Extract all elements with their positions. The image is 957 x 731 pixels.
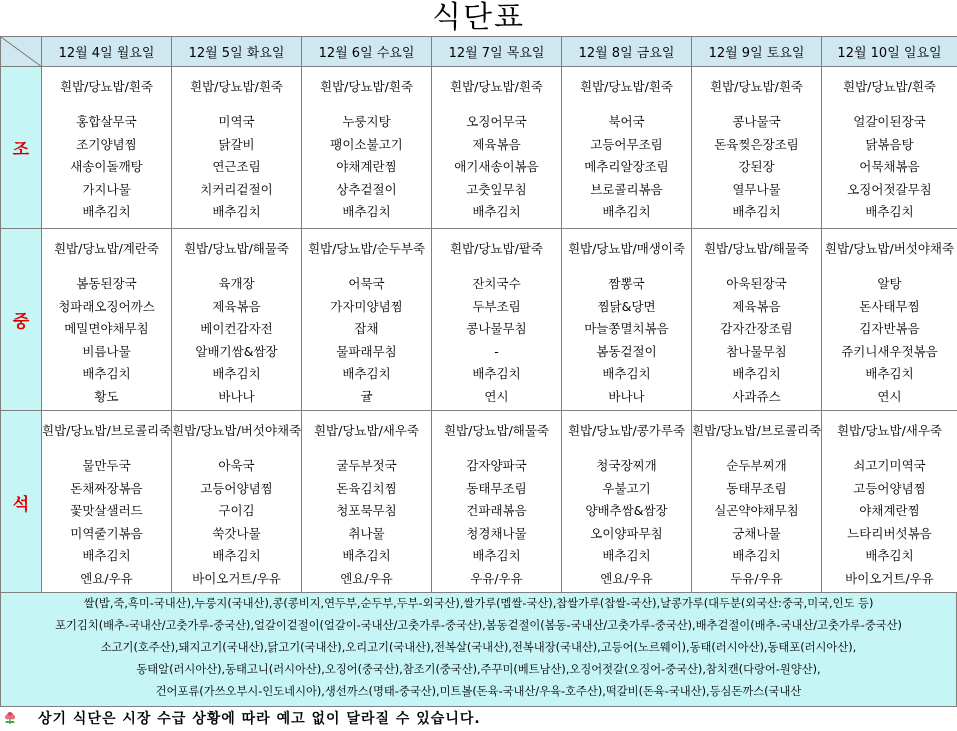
- menu-cell: [562, 229, 692, 411]
- dish-item: 우유/우유: [470, 570, 523, 586]
- dish-item: 돈육찢은장조림: [714, 136, 799, 152]
- menu-cell: [432, 229, 562, 411]
- dish-item: 닭갈비: [218, 136, 255, 152]
- dish-item: 돈사태무찜: [859, 298, 920, 314]
- staple-item: 흰밥/당뇨밥/흰죽: [580, 79, 673, 94]
- dish-item: 오징어젓갈무침: [847, 181, 932, 197]
- dish-item: 제육볶음: [212, 298, 261, 314]
- dish-item: 상추겉절이: [336, 181, 397, 197]
- origin-line: 건어포류(가쓰오부시-인도네시아),생선까스(명태-중국산),미트볼(돈육-국내산/우육-호주산),떡갈비(돈육-국내산),등심돈까스(국내산: [155, 685, 802, 698]
- meal-label: 석: [1, 411, 42, 594]
- origin-info: [0, 592, 957, 707]
- menu-cell: [42, 67, 172, 229]
- dish-item: 배추김치: [82, 366, 131, 381]
- dish-item: 고등어양념찜: [200, 480, 273, 496]
- spacer: [432, 99, 561, 111]
- dish-item: 메밀면야채무침: [64, 321, 149, 336]
- dish-item: 야채계란찜: [859, 503, 920, 518]
- dish-item: 엔요/우유: [340, 570, 393, 586]
- staple-item: 흰밥/당뇨밥/브로콜리죽: [42, 423, 171, 438]
- dish-item: 황도: [94, 388, 119, 404]
- dish-item: 연시: [877, 388, 902, 404]
- spacer: [562, 443, 691, 455]
- dish-item: 엔요/우유: [80, 570, 133, 586]
- day-header: 12월 9일 토요일: [692, 37, 822, 67]
- dish-item: 알배기쌈&쌈장: [195, 343, 278, 359]
- notice-bar: [0, 708, 957, 731]
- dish-item: 치커리겉절이: [200, 181, 273, 197]
- dish-item: 육개장: [218, 276, 255, 291]
- menu-cell: [172, 411, 302, 594]
- dish-item: 배추김치: [732, 366, 781, 381]
- dish-item: 가지나물: [82, 181, 131, 197]
- dish-item: 배추김치: [602, 204, 651, 219]
- dish-item: 배추김치: [342, 204, 391, 219]
- dish-item: 궁채나물: [732, 525, 781, 541]
- menu-cell: [302, 229, 432, 411]
- spacer: [432, 261, 561, 273]
- origin-line: 소고기(호주산),돼지고기(국내산),닭고기(국내산),오리고기(국내산),전복살(국내산),전복내장(국내산),고등어(노르웨이),동태(러시아산),동태포(러시아산),: [100, 641, 857, 654]
- dish-item: 순두부찌개: [726, 458, 787, 473]
- day-header: 12월 6일 수요일: [302, 37, 432, 67]
- menu-cell: [562, 67, 692, 229]
- origin-line: 동태알(러시아산),동태고니(러시아산),오징어(중국산),참조기(중국산),주꾸미(베트남산),오징어젓갈(오징어-중국산),참치캔(다랑어-원양산),: [136, 663, 821, 676]
- dish-item: 메추리알장조림: [584, 159, 669, 174]
- staple-item: 흰밥/당뇨밥/흰죽: [450, 79, 543, 94]
- flower-icon: [3, 711, 17, 725]
- spacer: [822, 99, 957, 111]
- spacer: [692, 443, 821, 455]
- spacer: [562, 261, 691, 273]
- dish-item: -: [494, 343, 499, 359]
- dish-item: 배추김치: [472, 548, 521, 563]
- dish-item: 청경채나물: [466, 525, 527, 541]
- menu-cell: [692, 411, 822, 594]
- dish-item: 쇠고기미역국: [853, 458, 926, 473]
- dish-item: 양배추쌈&쌈장: [585, 503, 668, 518]
- spacer: [562, 99, 691, 111]
- dish-item: 연근조림: [212, 159, 261, 174]
- dish-item: 누룽지탕: [342, 114, 391, 129]
- spacer: [42, 261, 171, 273]
- staple-item: 흰밥/당뇨밥/흰죽: [710, 79, 803, 94]
- dish-item: 배추김치: [342, 366, 391, 381]
- menu-cell: [562, 411, 692, 594]
- dish-item: 고등어양념찜: [853, 480, 926, 496]
- dish-item: 두유/우유: [730, 570, 783, 586]
- dish-item: 콩나물국: [732, 114, 781, 129]
- meal-row: [1, 411, 957, 594]
- dish-item: 동태무조림: [466, 480, 527, 496]
- staple-item: 흰밥/당뇨밥/버섯야채죽: [172, 423, 301, 438]
- menu-cell: [172, 67, 302, 229]
- dish-item: 쥬키니새우젓볶음: [841, 343, 938, 359]
- meal-row: [1, 67, 957, 229]
- staple-item: 흰밥/당뇨밥/새우죽: [836, 423, 943, 438]
- dish-item: 두부조림: [472, 298, 521, 314]
- dish-item: 배추김치: [865, 548, 914, 563]
- date-header-row: [1, 37, 957, 67]
- dish-item: 느타리버섯볶음: [847, 525, 932, 541]
- dish-item: 돈육김치찜: [336, 480, 397, 496]
- dish-item: 조기양념찜: [76, 136, 137, 152]
- spacer: [822, 261, 957, 273]
- menu-table: [0, 36, 957, 594]
- spacer: [172, 443, 301, 455]
- day-header: 12월 5일 화요일: [172, 37, 302, 67]
- dish-item: 바나나: [218, 388, 255, 404]
- staple-item: 흰밥/당뇨밥/해물죽: [443, 423, 550, 438]
- dish-item: 청국장찌개: [596, 458, 657, 473]
- dish-item: 바나나: [608, 388, 645, 404]
- dish-item: 얼갈이된장국: [853, 114, 926, 129]
- dish-item: 감자양파국: [466, 458, 527, 473]
- day-header: 12월 7일 목요일: [432, 37, 562, 67]
- dish-item: 참나물무침: [726, 343, 787, 359]
- staple-item: 흰밥/당뇨밥/순두부죽: [307, 241, 426, 256]
- notice-text: 상기 식단은 시장 수급 상황에 따라 예고 없이 달라질 수 있습니다.: [38, 711, 481, 727]
- dish-item: 감자간장조림: [720, 321, 793, 336]
- staple-item: 흰밥/당뇨밥/콩가루죽: [567, 423, 686, 438]
- dish-item: 배추김치: [602, 366, 651, 381]
- dish-item: 물만두국: [82, 458, 131, 473]
- dish-item: 열무나물: [732, 181, 781, 197]
- dish-item: 돈채짜장볶음: [70, 480, 143, 496]
- dish-item: 바이오거트/우유: [845, 570, 934, 586]
- staple-item: 흰밥/당뇨밥/새우죽: [313, 423, 420, 438]
- menu-cell: [42, 411, 172, 594]
- staple-item: 흰밥/당뇨밥/흰죽: [843, 79, 936, 94]
- dish-item: 어묵국: [348, 276, 385, 291]
- dish-item: 제육볶음: [732, 298, 781, 314]
- dish-item: 김자반볶음: [859, 321, 920, 336]
- dish-item: 배추김치: [865, 366, 914, 381]
- origin-line: 포기김치(배추-국내산/고춧가루-중국산),얼갈이겉절이(얼갈이-국내산/고춧가루-중국산),봄동겉절이(봄동-국내산/고춧가루-중국산),배추겉절이(배추-국내산/고춧가루-중국산): [55, 619, 902, 632]
- dish-item: 배추김치: [212, 548, 261, 563]
- spacer: [692, 99, 821, 111]
- spacer: [172, 99, 301, 111]
- dish-item: 마늘쫑멸치볶음: [584, 321, 669, 336]
- dish-item: 콩나물무침: [466, 321, 527, 336]
- dish-item: 연시: [484, 388, 509, 404]
- dish-item: 배추김치: [732, 548, 781, 563]
- dish-item: 실곤약야채무침: [714, 503, 799, 518]
- dish-item: 우불고기: [602, 480, 651, 496]
- dish-item: 배추김치: [472, 204, 521, 219]
- dish-item: 배추김치: [602, 548, 651, 563]
- menu-cell: [822, 411, 957, 594]
- menu-cell: [432, 411, 562, 594]
- dish-item: 잡채: [354, 321, 379, 336]
- dish-item: 가자미양념찜: [330, 298, 403, 314]
- meal-label: 조: [1, 67, 42, 229]
- menu-cell: [432, 67, 562, 229]
- staple-item: 흰밥/당뇨밥/흰죽: [60, 79, 153, 94]
- dish-item: 어묵채볶음: [859, 159, 920, 174]
- menu-cell: [42, 229, 172, 411]
- spacer: [42, 99, 171, 111]
- dish-item: 미역국: [218, 114, 255, 129]
- dish-item: 배추김치: [865, 204, 914, 219]
- spacer: [822, 443, 957, 455]
- dish-item: 사과쥬스: [732, 388, 781, 404]
- dish-item: 브로콜리볶음: [590, 181, 663, 197]
- day-header: 12월 4일 월요일: [42, 37, 172, 67]
- dish-item: 배추김치: [82, 204, 131, 219]
- dish-item: 아욱국: [218, 458, 255, 473]
- menu-cell: [302, 411, 432, 594]
- spacer: [432, 443, 561, 455]
- dish-item: 귤: [360, 388, 373, 404]
- dish-item: 북어국: [608, 114, 645, 129]
- dish-item: 고춧잎무침: [466, 181, 527, 197]
- dish-item: 강된장: [738, 159, 775, 174]
- dish-item: 배추김치: [732, 204, 781, 219]
- meal-row: [1, 229, 957, 411]
- diagonal-line: [1, 37, 42, 67]
- day-header: 12월 10일 일요일: [822, 37, 957, 67]
- dish-item: 엔요/우유: [600, 570, 653, 586]
- dish-item: 고등어무조림: [590, 136, 663, 152]
- dish-item: 건파래볶음: [466, 503, 527, 518]
- dish-item: 배추김치: [212, 366, 261, 381]
- staple-item: 흰밥/당뇨밥/계란죽: [53, 241, 160, 256]
- dish-item: 새송이돌깨탕: [70, 159, 143, 174]
- dish-item: 베이컨감자전: [200, 321, 273, 336]
- dish-item: 취나물: [348, 525, 385, 541]
- dish-item: 팽이소불고기: [330, 136, 403, 152]
- dish-item: 닭볶음탕: [865, 136, 914, 152]
- dish-item: 오이양파무침: [590, 525, 663, 541]
- dish-item: 배추김치: [342, 548, 391, 563]
- spacer: [302, 443, 431, 455]
- dish-item: 찜닭&당면: [597, 298, 656, 314]
- dish-item: 꽃맛살샐러드: [70, 503, 143, 518]
- staple-item: 흰밥/당뇨밥/흰죽: [320, 79, 413, 94]
- dish-item: 배추김치: [212, 204, 261, 219]
- dish-item: 알탕: [877, 276, 902, 291]
- dish-item: 굴두부젓국: [336, 458, 397, 473]
- spacer: [302, 99, 431, 111]
- dish-item: 비름나물: [82, 343, 131, 359]
- dish-item: 잔치국수: [472, 276, 521, 291]
- dish-item: 애기새송이볶음: [454, 159, 539, 174]
- menu-cell: [302, 67, 432, 229]
- staple-item: 흰밥/당뇨밥/팥죽: [450, 241, 543, 256]
- staple-item: 흰밥/당뇨밥/브로콜리죽: [692, 423, 821, 438]
- dish-item: 짬뽕국: [608, 276, 645, 291]
- dish-item: 구이김: [218, 503, 255, 518]
- menu-cell: [692, 67, 822, 229]
- dish-item: 청포묵무침: [336, 503, 397, 518]
- dish-item: 아욱된장국: [726, 276, 787, 291]
- dish-item: 청파래오징어까스: [58, 298, 155, 314]
- spacer: [42, 443, 171, 455]
- spacer: [172, 261, 301, 273]
- corner-cell: [1, 37, 42, 67]
- menu-cell: [172, 229, 302, 411]
- menu-cell: [692, 229, 822, 411]
- dish-item: 제육볶음: [472, 136, 521, 152]
- meal-label: 중: [1, 229, 42, 411]
- staple-item: 흰밥/당뇨밥/버섯야채죽: [824, 241, 955, 256]
- staple-item: 흰밥/당뇨밥/매생이죽: [567, 241, 686, 256]
- page-title: 식단표: [432, 0, 525, 35]
- menu-cell: [822, 67, 957, 229]
- dish-item: 바이오거트/우유: [192, 570, 281, 586]
- dish-item: 야채계란찜: [336, 159, 397, 174]
- dish-item: 물파래무침: [336, 343, 397, 359]
- staple-item: 흰밥/당뇨밥/흰죽: [190, 79, 283, 94]
- dish-item: 오징어무국: [466, 114, 527, 129]
- staple-item: 흰밥/당뇨밥/해물죽: [703, 241, 810, 256]
- dish-item: 쑥갓나물: [212, 525, 261, 541]
- dish-item: 배추김치: [82, 548, 131, 563]
- dish-item: 미역줄기볶음: [70, 525, 143, 541]
- dish-item: 봄동겉절이: [596, 343, 657, 359]
- menu-cell: [822, 229, 957, 411]
- dish-item: 봄동된장국: [76, 276, 137, 291]
- spacer: [692, 261, 821, 273]
- dish-item: 동태무조림: [726, 480, 787, 496]
- dish-item: 배추김치: [472, 366, 521, 381]
- dish-item: 홍합살무국: [76, 114, 137, 129]
- staple-item: 흰밥/당뇨밥/해물죽: [183, 241, 290, 256]
- day-header: 12월 8일 금요일: [562, 37, 692, 67]
- spacer: [302, 261, 431, 273]
- origin-line: 쌀(밥,죽,흑미-국내산),누룽지(국내산),콩(콩비지,연두부,순두부,두부-외국산),쌀가루(멥쌀-국산),찹쌀가루(찹쌀-국산),날콩가루(대두분(외국산:중국,미국,인도 등): [83, 597, 874, 610]
